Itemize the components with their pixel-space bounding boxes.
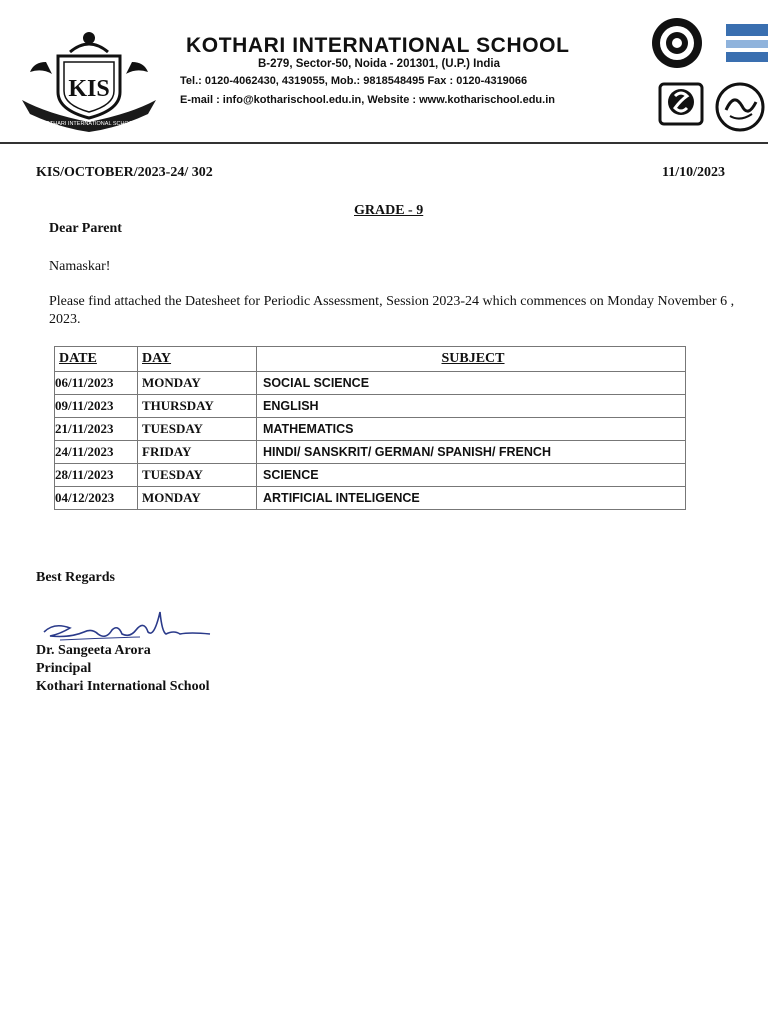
exam-date: 04/12/2023	[55, 487, 138, 510]
round-emblem-logo	[712, 82, 768, 132]
exam-subject: ENGLISH	[257, 395, 686, 418]
accreditation-logo	[658, 80, 704, 130]
exam-date: 06/11/2023	[55, 372, 138, 395]
school-address: B-279, Sector-50, Noida - 201301, (U.P.) India	[258, 58, 501, 70]
signatory-name: Dr. Sangeeta Arora	[36, 643, 151, 658]
greeting: Namaskar!	[49, 259, 111, 274]
exam-day: MONDAY	[138, 487, 257, 510]
exam-date: 24/11/2023	[55, 441, 138, 464]
exam-subject: HINDI/ SANSKRIT/ GERMAN/ SPANISH/ FRENCH	[257, 441, 686, 464]
exam-day: FRIDAY	[138, 441, 257, 464]
table-row	[55, 372, 686, 395]
exam-day: TUESDAY	[138, 418, 257, 441]
closing-regards: Best Regards	[36, 570, 115, 585]
table-header-row	[55, 347, 686, 372]
school-crest-logo	[18, 22, 160, 140]
signatory-block	[36, 642, 209, 696]
table-row	[55, 441, 686, 464]
exam-day: THURSDAY	[138, 395, 257, 418]
exam-subject: SCIENCE	[257, 464, 686, 487]
intro-paragraph: Please find attached the Datesheet for Periodic Assessment, Session 2023-24 which commences on Monday November 6 , 2023.	[49, 294, 735, 327]
table-row	[55, 487, 686, 510]
exam-subject: ARTIFICIAL INTELIGENCE	[257, 487, 686, 510]
affiliation-seal-logo	[650, 16, 704, 70]
table-row	[55, 418, 686, 441]
table-row	[55, 464, 686, 487]
header-date: DATE	[55, 347, 138, 372]
school-phone: Tel.: 0120-4062430, 4319055, Mob.: 9818548495 Fax : 0120-4319066	[180, 75, 528, 87]
school-name: KOTHARI INTERNATIONAL SCHOOL	[186, 34, 570, 57]
letter-date: 11/10/2023	[662, 165, 726, 180]
exam-subject: MATHEMATICS	[257, 418, 686, 441]
reference-number: KIS/OCTOBER/2023-24/ 302	[36, 165, 213, 180]
exam-date: 09/11/2023	[55, 395, 138, 418]
header-day: DAY	[138, 347, 257, 372]
table-row	[55, 395, 686, 418]
signatory-organization: Kothari International School	[36, 679, 210, 694]
header-divider	[0, 142, 768, 144]
salutation: Dear Parent	[49, 221, 122, 236]
award-banner-logo	[722, 18, 768, 68]
exam-date: 21/11/2023	[55, 418, 138, 441]
header-subject: SUBJECT	[257, 347, 686, 372]
exam-date: 28/11/2023	[55, 464, 138, 487]
datesheet-table	[54, 346, 686, 510]
grade-heading: GRADE - 9	[354, 203, 424, 218]
signatory-title: Principal	[36, 661, 92, 676]
exam-day: TUESDAY	[138, 464, 257, 487]
exam-subject: SOCIAL SCIENCE	[257, 372, 686, 395]
school-email-website: E-mail : info@kotharischool.edu.in, Website : www.kotharischool.edu.in	[180, 94, 555, 106]
logo-motto-text: KOTHARI INTERNATIONAL SCHOOL	[41, 121, 137, 127]
exam-day: MONDAY	[138, 372, 257, 395]
logo-monogram: KIS	[68, 76, 110, 102]
